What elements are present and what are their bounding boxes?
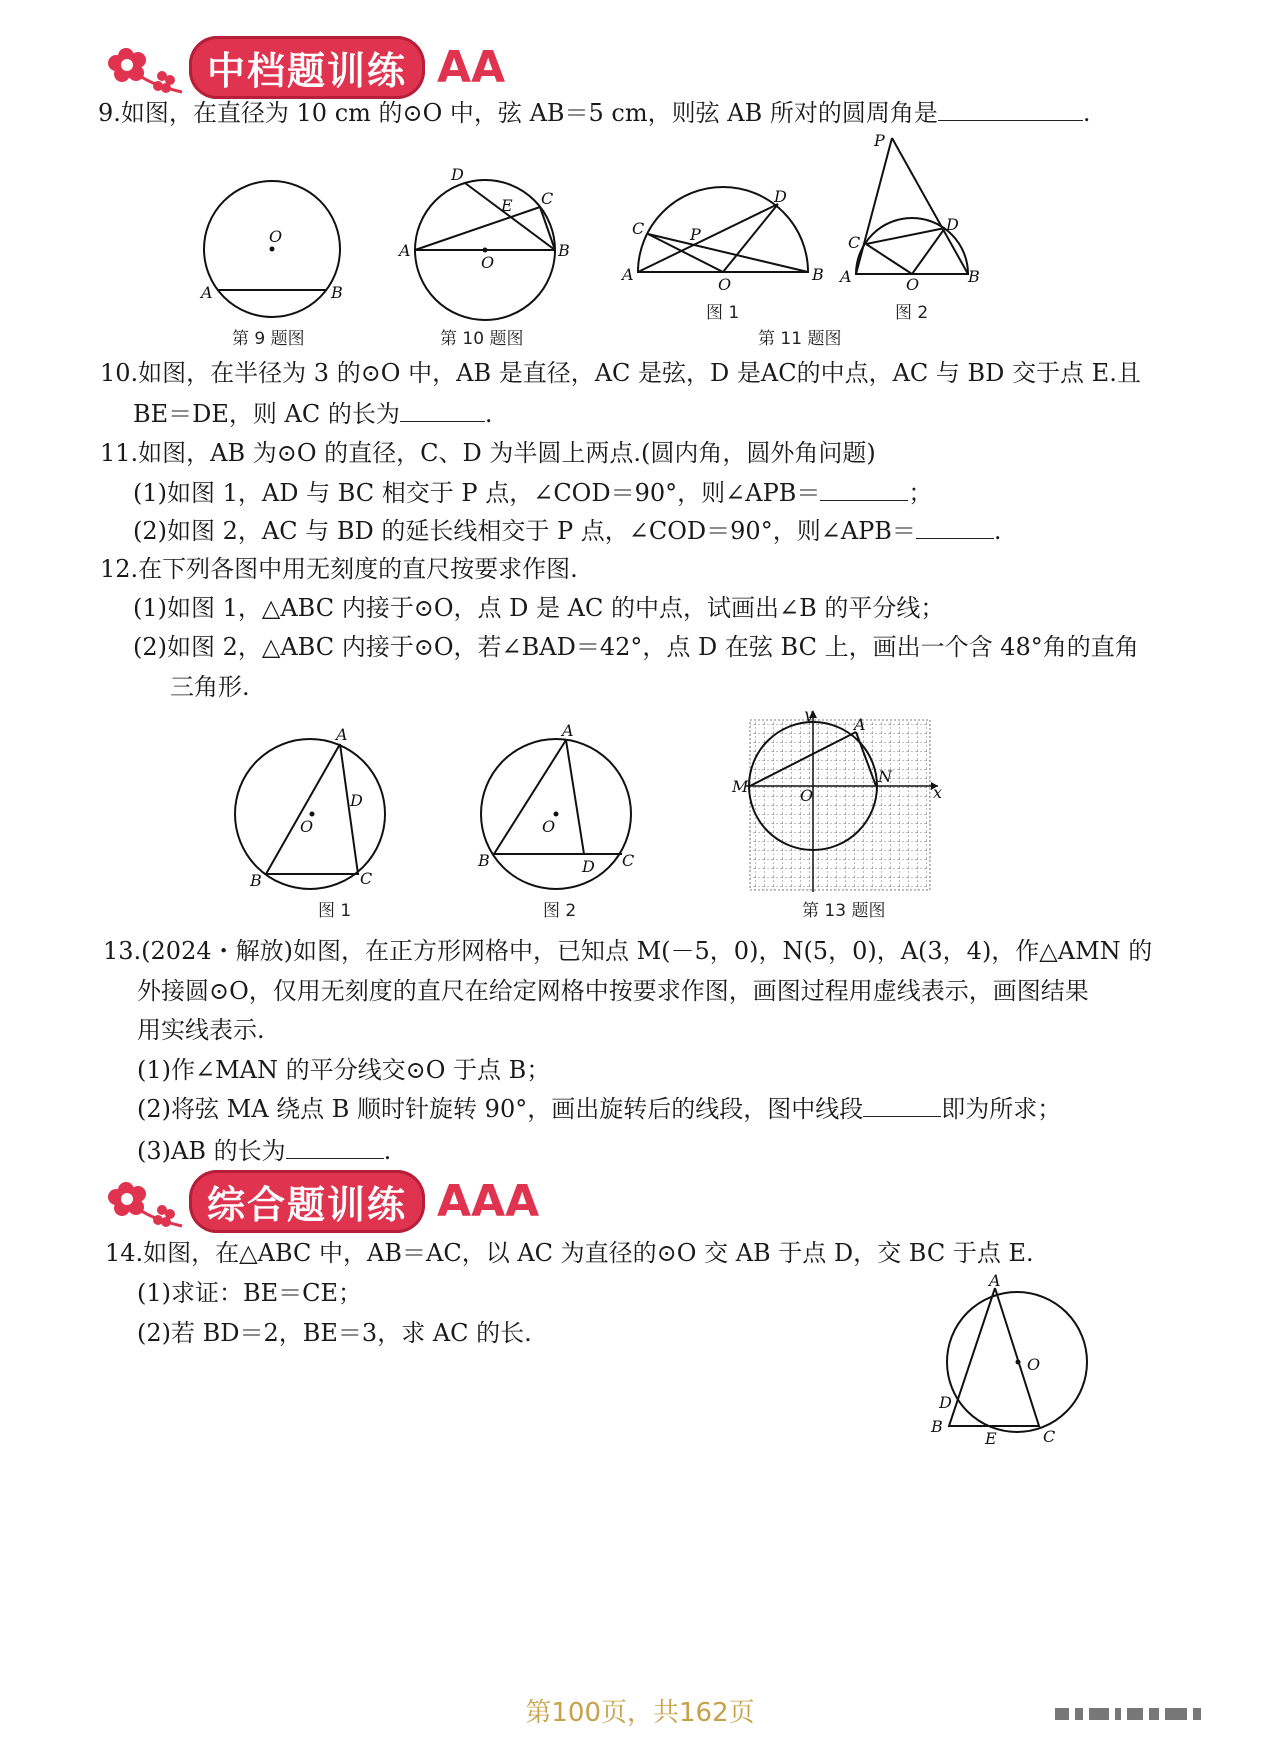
question-11-part-1 xyxy=(133,476,932,510)
question-14-stem: 14.如图，在△ABC 中，AB＝AC，以 AC 为直径的⊙O 交 AB 于点 D，交 BC 于点 E. xyxy=(105,1239,1034,1267)
answer-blank[interactable] xyxy=(286,1136,384,1159)
question-9-text: 9.如图，在直径为 10 cm 的⊙O 中，弦 AB＝5 cm，则弦 AB 所对的圆周角是 xyxy=(98,99,938,127)
point-label-o: O xyxy=(800,786,814,805)
question-12-part-2b xyxy=(170,670,250,704)
flower-icon xyxy=(100,36,195,98)
answer-blank[interactable] xyxy=(400,399,485,422)
question-11-part-2 xyxy=(133,514,1002,548)
point-label-o: O xyxy=(300,817,314,836)
caption-fig11: 第 11 题图 xyxy=(758,329,842,349)
point-label-p: P xyxy=(874,131,885,150)
point-label-e: E xyxy=(985,1429,997,1448)
point-label-a: A xyxy=(622,265,634,284)
question-11-part-2-text: (2)如图 2，AC 与 BD 的延长线相交于 P 点，∠COD＝90°，则∠APB＝ xyxy=(133,517,916,545)
question-12-part-1 xyxy=(133,591,944,625)
figure-12-2 xyxy=(472,722,642,892)
point-label-a: A xyxy=(201,283,213,302)
axis-label-x: x xyxy=(933,783,943,802)
caption-fig12-1: 图 1 xyxy=(318,901,352,921)
question-14-part-1-text: (1)求证：BE＝CE； xyxy=(137,1279,363,1307)
question-13-part-3-end: . xyxy=(383,1137,392,1165)
point-label-b: B xyxy=(931,1417,943,1436)
figure-11-2 xyxy=(838,132,988,292)
section-grade-comp: AAA xyxy=(437,1175,540,1227)
question-12-part-1-text: (1)如图 1，△ABC 内接于⊙O，点 D 是 AC 的中点，试画出∠B 的平分线； xyxy=(133,594,945,622)
point-label-c: C xyxy=(541,189,554,208)
question-11-part-2-end: . xyxy=(993,517,1002,545)
question-13-line-3 xyxy=(137,1013,265,1047)
question-11 xyxy=(100,436,876,470)
question-10-text-2: BE＝DE，则 AC 的长为 xyxy=(133,400,400,428)
point-label-b: B xyxy=(331,283,343,302)
point-label-a: A xyxy=(840,267,852,286)
point-label-b: B xyxy=(558,241,570,260)
point-label-o: O xyxy=(542,817,556,836)
point-label-n: N xyxy=(878,767,892,786)
section-title-mid: 中档题训练 xyxy=(189,36,425,99)
caption-fig13: 第 13 题图 xyxy=(802,901,886,921)
figure-13 xyxy=(728,706,958,892)
question-13-text: 13.(2024・解放)如图，在正方形网格中，已知点 M(－5，0)，N(5，0)，A(3，4)，作△AMN 的 xyxy=(103,937,1153,965)
question-9 xyxy=(98,96,1091,130)
answer-blank[interactable] xyxy=(863,1094,941,1117)
question-13-text-2: 外接圆⊙O，仅用无刻度的直尺在给定网格中按要求作图，画图过程用虚线表示，画图结果 xyxy=(137,977,1089,1005)
figure-12-1 xyxy=(228,722,398,892)
question-11-part-1-end: ； xyxy=(908,479,933,507)
section-banner-mid xyxy=(100,36,505,98)
section-banner-comp xyxy=(100,1170,539,1232)
question-12-part-2-text: (2)如图 2，△ABC 内接于⊙O，若∠BAD＝42°，点 D 在弦 BC 上，画出一个含 48°角的直角 xyxy=(133,633,1139,661)
figure-9 xyxy=(195,172,355,332)
axis-label-y: y xyxy=(804,705,814,724)
question-13-part-2-text: (2)将弦 MA 绕点 B 顺时针旋转 90°，画出旋转后的线段，图中线段 xyxy=(137,1095,864,1123)
figure-11-1 xyxy=(618,182,828,294)
point-label-a: A xyxy=(562,721,574,740)
section-title-comp: 综合题训练 xyxy=(189,1170,425,1233)
point-label-d: D xyxy=(451,165,464,184)
figure-14 xyxy=(925,1272,1100,1457)
point-label-d: D xyxy=(350,791,363,810)
flower-icon xyxy=(100,1170,195,1232)
section-grade-mid: AA xyxy=(437,41,506,93)
point-label-c: C xyxy=(632,219,645,238)
point-label-d: D xyxy=(939,1393,952,1412)
question-11-part-1-text: (1)如图 1，AD 与 BC 相交于 P 点，∠COD＝90°，则∠APB＝ xyxy=(133,479,821,507)
point-label-c: C xyxy=(848,233,861,252)
point-label-o: O xyxy=(718,275,732,294)
question-13-line-2 xyxy=(137,974,1089,1008)
point-label-a: A xyxy=(399,241,411,260)
answer-blank[interactable] xyxy=(938,98,1083,121)
question-13-line-1 xyxy=(103,934,1152,968)
point-label-e: E xyxy=(501,196,513,215)
point-label-d: D xyxy=(946,215,959,234)
point-label-a: A xyxy=(854,715,866,734)
answer-blank[interactable] xyxy=(820,478,908,501)
point-label-m: M xyxy=(732,777,749,796)
point-label-o: O xyxy=(1027,1355,1041,1374)
question-9-end: . xyxy=(1082,99,1091,127)
question-14-part-2 xyxy=(137,1316,532,1350)
caption-fig11-2: 图 2 xyxy=(895,303,929,323)
question-13-part-1 xyxy=(137,1053,550,1087)
question-11-stem: 11.如图，AB 为⊙O 的直径，C、D 为半圆上两点.(圆内角，圆外角问题) xyxy=(100,439,876,467)
point-label-c: C xyxy=(622,851,635,870)
point-label-c: C xyxy=(1043,1427,1056,1446)
question-12-stem: 12.在下列各图中用无刻度的直尺按要求作图. xyxy=(100,555,578,583)
question-12-part-2 xyxy=(133,630,1139,664)
question-13-part-3 xyxy=(137,1134,391,1168)
point-label-o: O xyxy=(481,253,495,272)
caption-fig9: 第 9 题图 xyxy=(232,329,305,349)
point-label-a: A xyxy=(989,1271,1001,1290)
figure-10 xyxy=(395,162,575,332)
point-label-d: D xyxy=(582,857,595,876)
question-13-text-3: 用实线表示. xyxy=(137,1016,265,1044)
question-10-end: . xyxy=(484,400,493,428)
point-label-d: D xyxy=(774,187,787,206)
point-label-o: O xyxy=(906,275,920,294)
question-10-line-1 xyxy=(100,356,1141,390)
question-13-part-2-end: 即为所求； xyxy=(941,1095,1062,1123)
point-label-b: B xyxy=(250,871,262,890)
question-13-part-3-text: (3)AB 的长为 xyxy=(137,1137,286,1165)
caption-fig10: 第 10 题图 xyxy=(440,329,524,349)
point-label-b: B xyxy=(478,851,490,870)
point-label-a: A xyxy=(336,725,348,744)
question-12 xyxy=(100,552,578,586)
question-14 xyxy=(105,1236,1034,1270)
caption-fig12-2: 图 2 xyxy=(543,901,577,921)
answer-blank[interactable] xyxy=(916,516,994,539)
point-label-o: O xyxy=(269,227,283,246)
page-number: 第100页，共162页 xyxy=(525,1698,755,1728)
question-12-part-2b-text: 三角形. xyxy=(170,673,250,701)
question-14-part-1 xyxy=(137,1276,362,1310)
caption-fig11-1: 图 1 xyxy=(706,303,740,323)
point-label-p: P xyxy=(690,225,701,244)
point-label-b: B xyxy=(968,267,980,286)
question-13-part-2 xyxy=(137,1092,1061,1126)
question-13-part-1-text: (1)作∠MAN 的平分线交⊙O 于点 B； xyxy=(137,1056,551,1084)
question-10-text: 10.如图，在半径为 3 的⊙O 中，AB 是直径，AC 是弦，D 是AC的中点，AC 与 BD 交于点 E.且 xyxy=(100,359,1141,387)
point-label-b: B xyxy=(812,265,824,284)
point-label-c: C xyxy=(360,869,373,888)
question-14-part-2-text: (2)若 BD＝2，BE＝3，求 AC 的长. xyxy=(137,1319,532,1347)
question-10-line-2 xyxy=(133,397,493,431)
